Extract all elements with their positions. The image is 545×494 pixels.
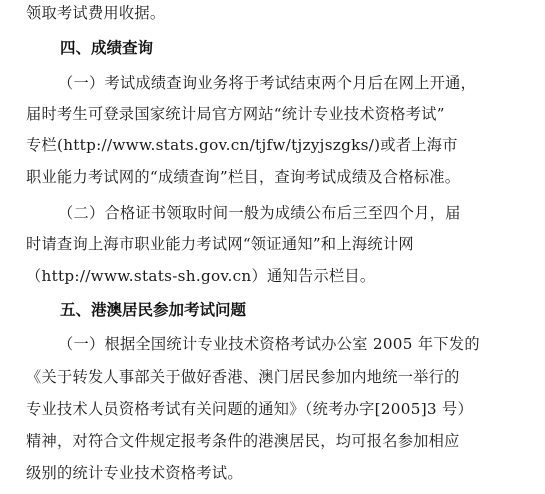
text-line-4: 专栏(http://www.stats.gov.cn/tjfw/tjzyjszgks/)或者上海市 xyxy=(26,136,458,154)
text-line-11: 专业技术人员资格考试有关问题的通知》（统考办字[2005]3 号） xyxy=(26,400,473,418)
section-heading-hk-macao: 五、港澳居民参加考试问题 xyxy=(60,301,247,319)
text-line-8: （http://www.stats-sh.gov.cn）通知告示栏目。 xyxy=(26,267,376,285)
section-heading-score-query: 四、成绩查询 xyxy=(60,39,154,57)
text-line-2: （一）考试成绩查询业务将于考试结束两个月后在网上开通， xyxy=(58,74,477,92)
text-line-5: 职业能力考试网的“成绩查询”栏目，查询考试成绩及合格标准。 xyxy=(26,168,461,186)
text-line-13: 级别的统计专业技术资格考试。 xyxy=(26,464,243,482)
text-line-6: （二）合格证书领取时间一般为成绩公布后三至四个月，届 xyxy=(58,204,461,222)
text-line-3: 届时考生可登录国家统计局官方网站“统计专业技术资格考试” xyxy=(26,105,445,123)
text-line-1: 领取考试费用收据。 xyxy=(26,4,166,22)
text-line-10: 《关于转发人事部关于做好香港、澳门居民参加内地统一举行的 xyxy=(26,368,460,386)
text-line-7: 时请查询上海市职业能力考试网“领证通知”和上海统计网 xyxy=(26,235,414,253)
text-line-12: 精神，对符合文件规定报考条件的港澳居民，均可报名参加相应 xyxy=(26,432,460,450)
text-line-9: （一）根据全国统计专业技术资格考试办公室 2005 年下发的 xyxy=(58,335,480,353)
